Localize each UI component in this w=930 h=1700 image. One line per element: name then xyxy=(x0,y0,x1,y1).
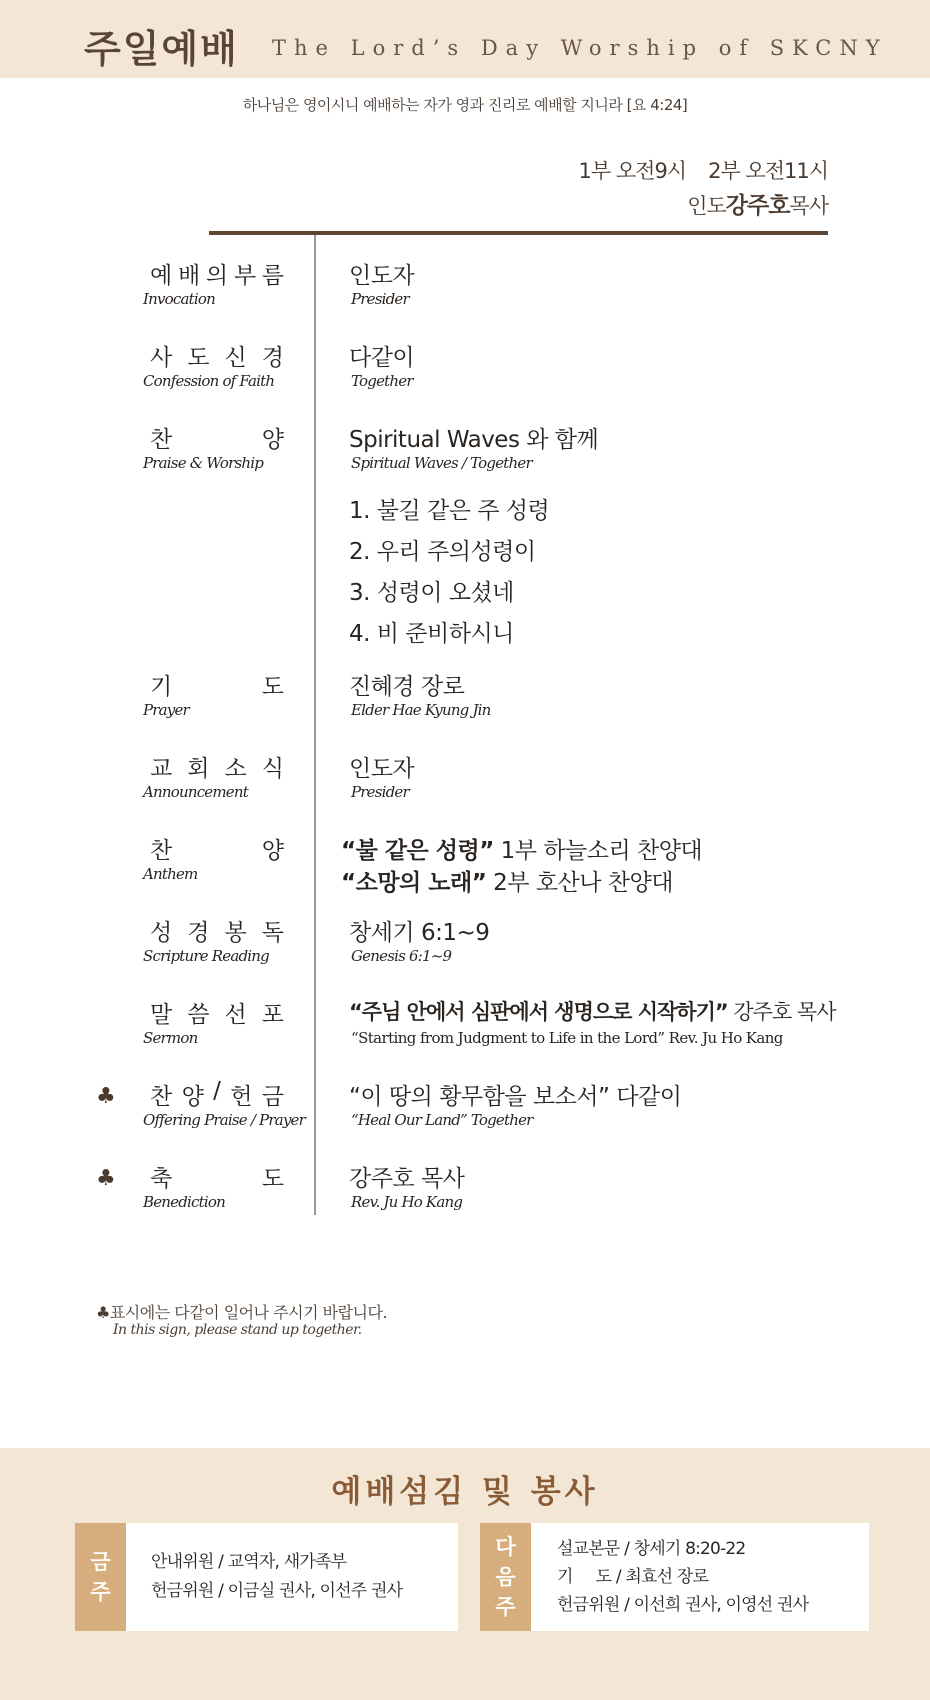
label-char: 사 xyxy=(150,345,173,371)
next-week-lines xyxy=(557,1523,808,1631)
next-week-card xyxy=(480,1523,869,1631)
standing-note-ko: ♣표시에는 다같이 일어나 주시기 바랍니다. xyxy=(96,1303,388,1322)
item-value-ko: 강주호 목사 xyxy=(349,1166,465,1192)
item-label-en: Prayer xyxy=(143,701,189,719)
duty-line: 설교본문 / 창세기 8:20-22 xyxy=(557,1539,746,1559)
label-char: 예 xyxy=(150,263,173,289)
item-value-ko: 인도자 xyxy=(349,263,415,289)
column-divider xyxy=(314,235,316,1215)
tag-char: 주 xyxy=(495,1595,516,1619)
sermon-title: “주님 안에서 심판에서 생명으로 시작하기” xyxy=(349,1000,728,1024)
item-value-en: Together xyxy=(351,372,413,390)
label-char: / xyxy=(213,1078,221,1104)
label-char: 금 xyxy=(261,1084,284,1110)
tag-char: 다 xyxy=(495,1535,516,1559)
label-char: 성 xyxy=(150,920,173,946)
item-label-ko xyxy=(150,1078,284,1111)
label-char: 도 xyxy=(187,345,210,371)
tag-char: 음 xyxy=(495,1565,516,1589)
item-label-ko xyxy=(150,832,284,865)
duty-line: 기 도 / 최효선 장로 xyxy=(557,1567,709,1587)
presider-name: 강주호 xyxy=(725,193,790,219)
page-subtitle: The Lord’s Day Worship of SKCNY xyxy=(272,36,888,60)
label-char: 씀 xyxy=(187,1002,210,1028)
duty-line: 안내위원 / 교역자, 새가족부 xyxy=(151,1552,347,1572)
label-char: 식 xyxy=(261,756,284,782)
song-item: 3. 성령이 오셨네 xyxy=(349,580,514,606)
song-item: 2. 우리 주의성령이 xyxy=(349,539,536,565)
label-char: 경 xyxy=(187,920,210,946)
presider-prefix: 인도 xyxy=(687,194,726,218)
anthem-title: “소망의 노래” xyxy=(341,870,487,896)
item-label-en: Sermon xyxy=(143,1029,198,1047)
item-value-en: Rev. Ju Ho Kang xyxy=(351,1193,463,1211)
club-icon: ♣ xyxy=(96,1084,116,1109)
bible-verse: 하나님은 영이시니 예배하는 자가 영과 진리로 예배할 지니라 [요 4:24] xyxy=(242,96,688,114)
label-char: 배 xyxy=(177,263,201,289)
item-label-ko xyxy=(150,1160,284,1193)
duty-line: 헌금위원 / 이선희 권사, 이영선 권사 xyxy=(557,1595,809,1615)
label-char: 독 xyxy=(261,920,284,946)
this-week-lines xyxy=(151,1523,402,1631)
label-char: 말 xyxy=(150,1002,173,1028)
label-char: 도 xyxy=(261,674,284,700)
sermon-title-en: “Starting from Judgment to Life in the Lord” Rev. Ju Ho Kang xyxy=(351,1029,783,1047)
item-value-en: Spiritual Waves / Together xyxy=(351,454,532,472)
label-char: 봉 xyxy=(224,920,247,946)
song-item: 4. 비 준비하시니 xyxy=(349,621,514,647)
item-value-ko: 창세기 6:1~9 xyxy=(349,920,490,946)
item-label-en: Scripture Reading xyxy=(143,947,269,965)
item-value-ko: Spiritual Waves 와 함께 xyxy=(349,427,599,453)
label-char: 소 xyxy=(224,756,247,782)
item-label-ko xyxy=(150,996,284,1029)
item-value-ko: 인도자 xyxy=(349,756,415,782)
duty-line: 헌금위원 / 이금실 권사, 이선주 권사 xyxy=(151,1581,403,1601)
sermon-preacher: 강주호 목사 xyxy=(727,1000,836,1024)
item-label-ko xyxy=(150,668,284,701)
item-label-en: Benediction xyxy=(143,1193,225,1211)
anthem-title: “불 같은 성령” xyxy=(341,838,494,864)
service-time-2: 2부 오전11시 xyxy=(708,159,828,183)
label-char: 양 xyxy=(261,427,284,453)
tag-char: 금 xyxy=(90,1550,111,1574)
label-char: 양 xyxy=(181,1084,204,1110)
sermon-title-ko xyxy=(349,996,836,1026)
footer-title: 예배섬김 및 봉사 xyxy=(331,1474,599,1510)
item-label-en: Invocation xyxy=(143,290,215,308)
label-char: 포 xyxy=(261,1002,284,1028)
label-char: 름 xyxy=(261,263,284,289)
item-value-en: Presider xyxy=(351,290,409,308)
item-value-ko: 다같이 xyxy=(349,345,415,371)
item-label-ko xyxy=(150,914,284,947)
item-value-en: Elder Hae Kyung Jin xyxy=(351,701,491,719)
item-label-en: Announcement xyxy=(143,783,248,801)
this-week-card xyxy=(75,1523,458,1631)
item-label-en: Anthem xyxy=(143,865,198,883)
presider-title: 목사 xyxy=(789,194,828,218)
item-label-ko xyxy=(150,257,284,290)
song-list xyxy=(349,492,549,656)
item-label-en: Praise & Worship xyxy=(143,454,264,472)
label-char: 경 xyxy=(261,345,284,371)
item-label-ko xyxy=(150,421,284,454)
item-value-ko: 진혜경 장로 xyxy=(349,674,465,700)
header-band xyxy=(0,0,930,78)
song-item: 1. 불길 같은 주 성령 xyxy=(349,498,550,524)
this-week-tag xyxy=(75,1523,126,1631)
label-char: 기 xyxy=(150,674,173,700)
label-char: 교 xyxy=(150,756,173,782)
anthem-choir: 2부 호산나 찬양대 xyxy=(486,870,673,896)
label-char: 신 xyxy=(224,345,247,371)
service-time-1: 1부 오전9시 xyxy=(578,159,687,183)
label-char: 찬 xyxy=(150,838,173,864)
item-label-ko xyxy=(150,339,284,372)
item-value-en: “Heal Our Land” Together xyxy=(351,1111,533,1129)
label-char: 찬 xyxy=(150,1084,173,1110)
item-value-ko: “이 땅의 황무함을 보소서” 다같이 xyxy=(349,1084,682,1110)
club-icon: ♣ xyxy=(96,1166,116,1191)
anthem-choir: 1부 하늘소리 찬양대 xyxy=(493,838,703,864)
label-char: 찬 xyxy=(150,427,173,453)
label-char: 도 xyxy=(261,1166,284,1192)
service-times xyxy=(579,155,828,185)
label-char: 축 xyxy=(150,1166,173,1192)
label-char: 헌 xyxy=(230,1084,253,1110)
label-char: 양 xyxy=(261,838,284,864)
tag-char: 주 xyxy=(90,1580,111,1604)
page-title: 주일예배 xyxy=(84,27,239,71)
item-value-en: Genesis 6:1~9 xyxy=(351,947,452,965)
service-presider xyxy=(687,187,828,220)
label-char: 의 xyxy=(205,263,229,289)
standing-note-en: In this sign, please stand up together. xyxy=(113,1322,362,1338)
header-divider xyxy=(209,231,828,235)
item-value-en: Presider xyxy=(351,783,409,801)
label-char: 부 xyxy=(233,263,257,289)
item-label-ko xyxy=(150,750,284,783)
label-char: 선 xyxy=(224,1002,247,1028)
anthem-line-2 xyxy=(341,864,673,897)
item-label-en: Confession of Faith xyxy=(143,372,275,390)
label-char: 회 xyxy=(187,756,210,782)
anthem-line-1 xyxy=(341,832,702,865)
item-label-en: Offering Praise / Prayer xyxy=(143,1111,305,1129)
next-week-tag xyxy=(480,1523,531,1631)
